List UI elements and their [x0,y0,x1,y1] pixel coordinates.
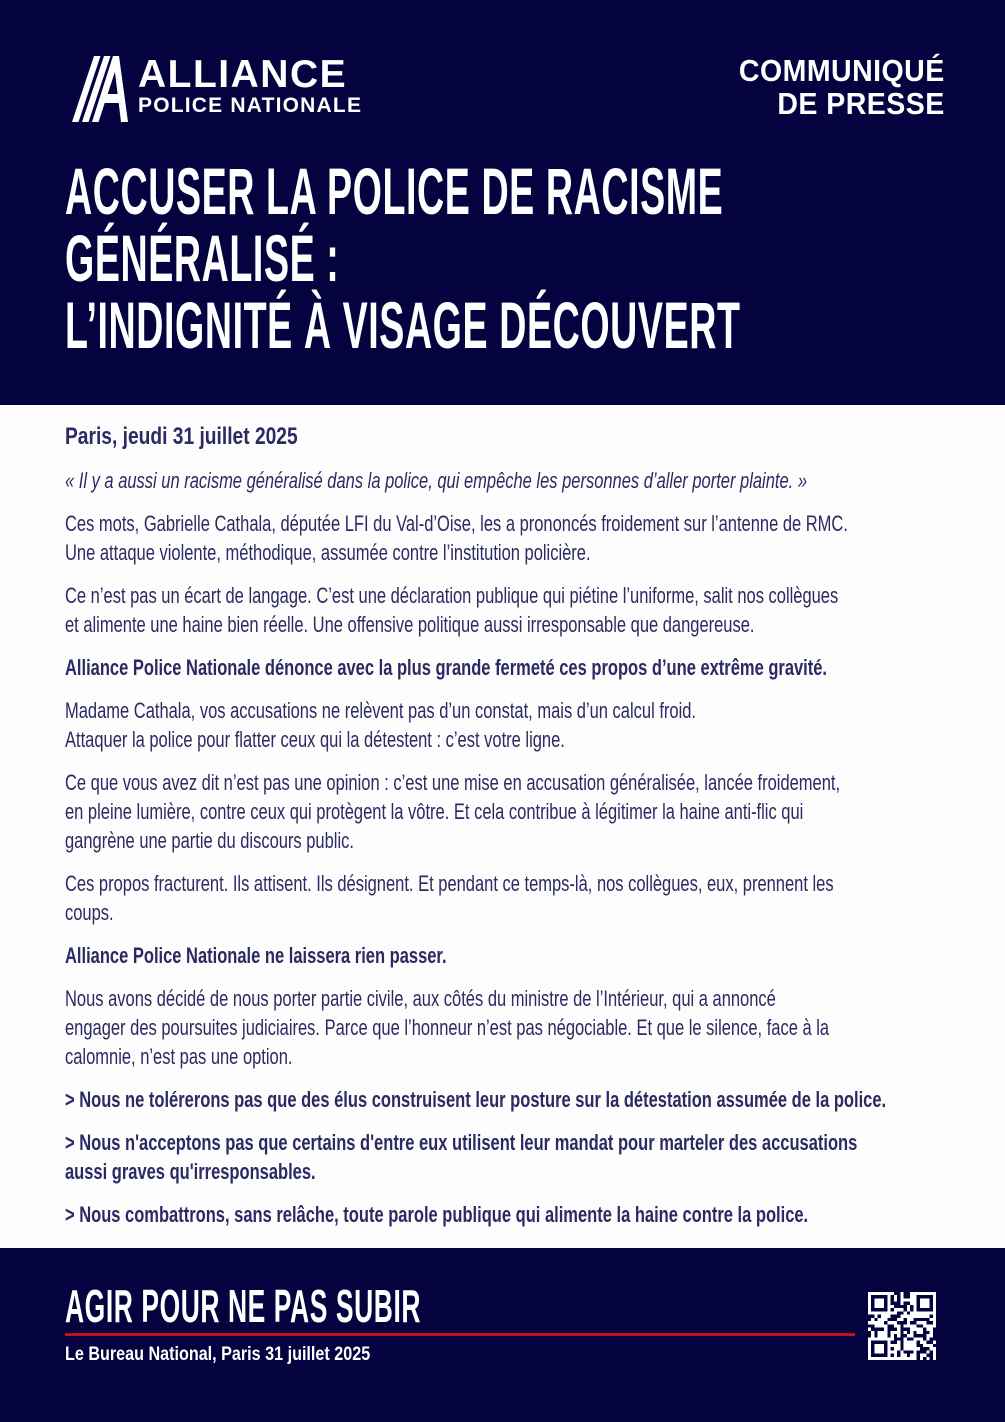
paragraph: > Nous combattrons, sans relâche, toute parole publique qui alimente la haine contre la police. [65,1202,809,1227]
paragraph: Ces mots, Gabrielle Cathala, députée LFI du Val-d’Oise, les a prononcés froidement sur l’antenne de RMC. Une attaque violente, méthodique, assumée contre l’institution policière. [65,511,848,565]
footer-signature: Le Bureau National, Paris 31 juillet 2025 [65,1344,371,1365]
document-type-label [721,54,945,120]
dateline: Paris, jeudi 31 juillet 2025 [65,423,298,450]
doc-type-line-2: DE PRESSE [777,86,945,121]
footer-band [0,1248,1005,1422]
document-body [0,405,1005,1248]
doc-type-line-1: COMMUNIQUÉ [739,53,945,88]
header-band [0,0,1005,405]
paragraph: Alliance Police Nationale dénonce avec la plus grande fermeté ces propos d’une extrême gravité. [65,655,828,680]
alliance-striped-a-icon [72,56,128,122]
footer-slogan: AGIR POUR NE PAS SUBIR [65,1280,422,1332]
headline-line-3: L’INDIGNITÉ À VISAGE DÉCOUVERT [65,288,741,362]
paragraph: Alliance Police Nationale ne laissera rien passer. [65,943,447,968]
paragraph: Ce que vous avez dit n’est pas une opinion : c’est une mise en accusation généralisée, lancée froidement, en pleine lumière, contre ceux qui protègent la vôtre. Et cela contribue à légitimer la haine anti-flic qui gangrène une partie du discours public. [65,770,841,853]
headline [65,154,1005,362]
paragraph: Madame Cathala, vos accusations ne relèvent pas d’un constat, mais d’un calcul froid. Attaquer la police pour flatter ceux qui la détestent : c’est votre ligne. [65,698,697,752]
paragraph: « Il y a aussi un racisme généralisé dans la police, qui empêche les personnes d’aller porter plainte. » [65,468,808,493]
logo-subtitle: POLICE NATIONALE [138,94,363,117]
paragraph: > Nous n'acceptons pas que certains d'entre eux utilisent leur mandat pour marteler des accusations aussi graves qu'irresponsables. [65,1130,858,1184]
alliance-logo [72,53,363,122]
paragraphs-container [65,466,945,1229]
paragraph: Nous avons décidé de nous porter partie civile, aux côtés du ministre de l’Intérieur, qui a annoncé engager des poursuites judiciaires. Parce que l’honneur n’est pas négociable. Et que le silence, face à la calomnie, n’est pas une option. [65,986,830,1069]
paragraph: Ces propos fracturent. Ils attisent. Ils désignent. Et pendant ce temps-là, nos collègues, eux, prennent les coups. [65,871,834,925]
paragraph: Ce n’est pas un écart de langage. C’est une déclaration publique qui piétine l’uniforme, salit nos collègues et alimente une haine bien réelle. Une offensive politique aussi irresponsable que dangereuse. [65,583,839,637]
paragraph: > Nous ne tolérerons pas que des élus construisent leur posture sur la détestation assumée de la police. [65,1087,887,1112]
qr-code-icon [868,1292,936,1360]
logo-name: ALLIANCE [138,53,348,96]
headline-line-1: ACCUSER LA POLICE DE RACISME [65,154,724,228]
red-divider [65,1333,855,1336]
headline-line-2: GÉNÉRALISÉ : [65,221,340,295]
logo-text [138,53,363,117]
